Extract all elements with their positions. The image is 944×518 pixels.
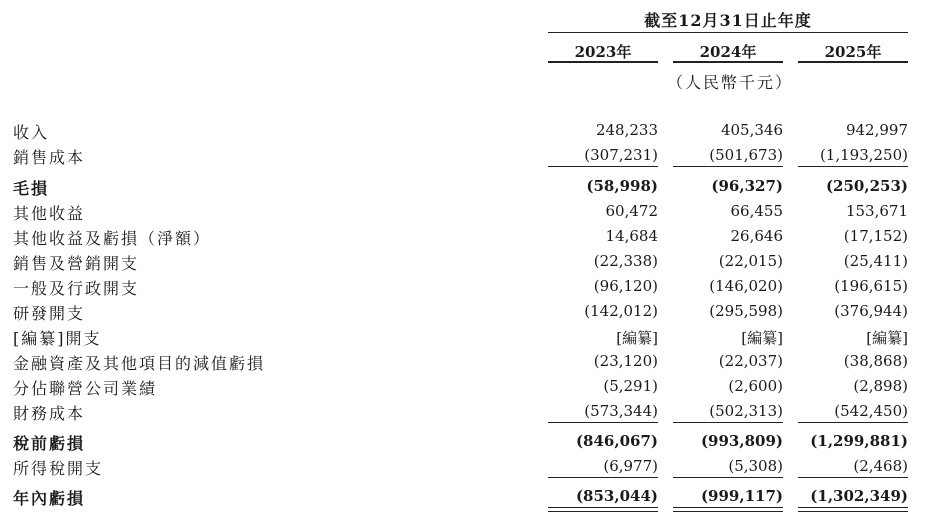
row-value: (25,411) (843, 252, 908, 270)
period-title: 截至12月31日止年度 (644, 11, 812, 30)
row-label: 毛損 (13, 179, 50, 198)
row-label: 財務成本 (13, 404, 86, 423)
row-value: (2,468) (853, 457, 908, 475)
row-value: (96,120) (593, 277, 658, 295)
row-value: (6,977) (603, 457, 658, 475)
row-label: 金融資產及其他項目的減值虧損 (13, 354, 266, 373)
year-rule-2025 (798, 61, 908, 63)
subtotal-underline (548, 477, 658, 478)
row-label: 分佔聯營公司業績 (13, 379, 158, 398)
row-label: 稅前虧損 (13, 434, 86, 453)
row-label: 其他收益 (13, 204, 86, 223)
row-value: [編纂] (741, 329, 783, 347)
subtotal-underline (673, 422, 783, 423)
row-value: 248,233 (595, 121, 658, 139)
subtotal-underline (798, 166, 908, 167)
row-label: 其他收益及虧損（淨額） (13, 229, 212, 248)
row-value: (1,299,881) (810, 432, 908, 450)
row-value: (22,338) (593, 252, 658, 270)
row-label: 收入 (13, 123, 50, 142)
row-value: (1,193,250) (819, 146, 908, 164)
row-value: (196,615) (834, 277, 908, 295)
row-label: [編纂]開支 (13, 329, 102, 348)
subtotal-underline (548, 422, 658, 423)
row-value: (2,600) (728, 377, 783, 395)
row-label: 銷售成本 (13, 148, 86, 167)
row-value: (999,117) (700, 487, 783, 505)
row-value: (96,327) (711, 177, 783, 195)
subtotal-underline (673, 166, 783, 167)
row-value: 405,346 (720, 121, 783, 139)
row-value: [編纂] (616, 329, 658, 347)
row-value: (58,998) (586, 177, 658, 195)
row-value: [編纂] (866, 329, 908, 347)
subtotal-underline (548, 166, 658, 167)
row-value: (501,673) (709, 146, 783, 164)
row-value: 26,646 (730, 227, 783, 245)
row-value: (22,037) (718, 352, 783, 370)
year-header-2023: 2023年 (574, 43, 632, 61)
row-value: (5,308) (728, 457, 783, 475)
row-value: 153,671 (845, 202, 908, 220)
row-value: (250,253) (825, 177, 908, 195)
row-value: 14,684 (605, 227, 658, 245)
row-value: (38,868) (843, 352, 908, 370)
row-value: (22,015) (718, 252, 783, 270)
year-rule-2024 (673, 61, 783, 63)
row-value: (376,944) (834, 302, 908, 320)
row-label: 研發開支 (13, 304, 86, 323)
double-underline (798, 507, 908, 512)
row-value: (142,012) (584, 302, 658, 320)
row-value: (502,313) (709, 402, 783, 420)
row-value: (5,291) (603, 377, 658, 395)
row-label: 所得稅開支 (13, 459, 104, 478)
row-value: (307,231) (584, 146, 658, 164)
row-label: 一般及行政開支 (13, 279, 140, 298)
row-value: (993,809) (700, 432, 783, 450)
row-value: (17,152) (843, 227, 908, 245)
row-value: (2,898) (853, 377, 908, 395)
subtotal-underline (798, 477, 908, 478)
double-underline (548, 507, 658, 512)
subtotal-underline (673, 477, 783, 478)
year-header-2025: 2025年 (824, 43, 882, 61)
year-rule-2023 (548, 61, 658, 63)
row-label: 銷售及營銷開支 (13, 254, 140, 273)
row-value: (853,044) (575, 487, 658, 505)
row-value: (1,302,349) (810, 487, 908, 505)
row-value: (573,344) (584, 402, 658, 420)
row-value: (146,020) (709, 277, 783, 295)
row-value: (23,120) (593, 352, 658, 370)
row-value: (846,067) (575, 432, 658, 450)
unit-note: （人民幣千元） (666, 73, 793, 92)
row-value: (542,450) (834, 402, 908, 420)
subtotal-underline (798, 422, 908, 423)
double-underline (673, 507, 783, 512)
period-title-rule (548, 32, 908, 33)
row-value: 60,472 (605, 202, 658, 220)
year-header-2024: 2024年 (699, 43, 757, 61)
row-value: 66,455 (730, 202, 783, 220)
row-value: 942,997 (845, 121, 908, 139)
row-value: (295,598) (709, 302, 783, 320)
row-label: 年內虧損 (13, 489, 86, 508)
